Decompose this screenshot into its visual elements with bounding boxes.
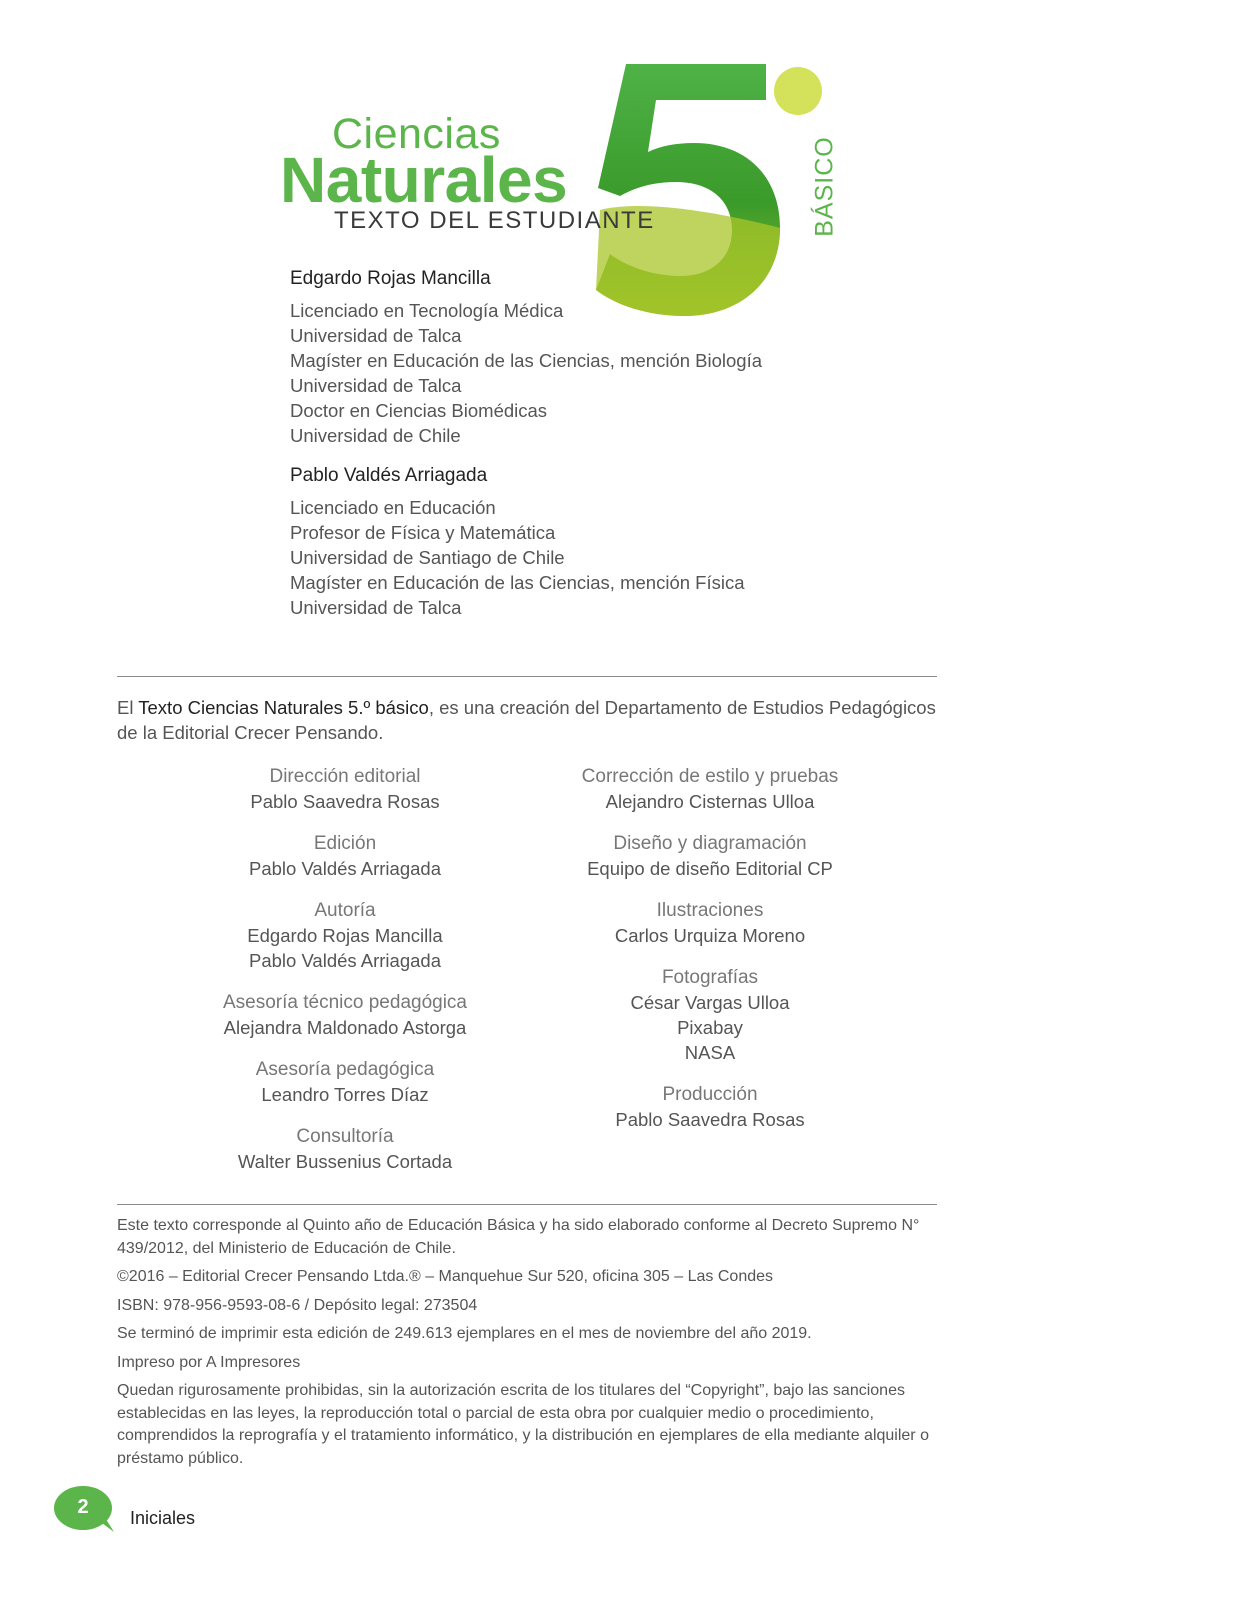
legal-line: Este texto corresponde al Quinto año de Educación Básica y ha sido elaborado conforme al Decreto Supremo N° 439/2012, del Ministerio de Educación de Chile.	[117, 1217, 920, 1257]
credit-name: Equipo de diseño Editorial CP	[587, 858, 833, 879]
author-credential: Universidad de Talca	[290, 597, 462, 618]
level-basico: BÁSICO	[810, 136, 839, 237]
author-credential: Licenciado en Tecnología Médica	[290, 300, 564, 321]
credit-name: Pablo Valdés Arriagada	[249, 950, 441, 971]
credit-role: Consultoría	[296, 1126, 394, 1147]
legal-line: ©2016 – Editorial Crecer Pensando Ltda.® – Manquehue Sur 520, oficina 305 – Las Condes	[117, 1268, 774, 1285]
legal-notice	[117, 1215, 937, 1476]
title-line-ciencias: Ciencias	[332, 110, 501, 158]
author-entry	[290, 464, 890, 620]
credit-name: César Vargas Ulloa	[630, 992, 790, 1013]
credit-role: Fotografías	[661, 967, 759, 988]
credit-name: Alejandra Maldonado Astorga	[223, 1017, 467, 1038]
author-name: Pablo Valdés Arriagada	[290, 465, 488, 486]
author-entry	[290, 267, 890, 448]
author-credential: Universidad de Santiago de Chile	[290, 547, 565, 568]
title-line-naturales: Naturales	[280, 144, 568, 216]
author-credential: Profesor de Física y Matemática	[290, 522, 556, 543]
credit-name: Pablo Valdés Arriagada	[249, 858, 441, 879]
credit-role: Diseño y diagramación	[613, 833, 807, 854]
legal-line: Quedan rigurosamente prohibidas, sin la autorización escrita de los titulares del “Copyright”, bajo las sanciones establecidas en las leyes, la reproducción total o parcial de esta obra por cualquier medio o procedimiento, comprendidos la reprografía y el tratamiento informático, y la distribución en ejemplares de ella mediante alquiler o préstamo público.	[117, 1382, 929, 1467]
credit-entry	[200, 831, 490, 881]
credit-name: Pixabay	[677, 1017, 743, 1038]
section-label: Iniciales	[130, 1508, 196, 1528]
author-credential: Magíster en Educación de las Ciencias, mención Biología	[290, 350, 763, 371]
credit-entry	[560, 764, 860, 814]
author-credential: Magíster en Educación de las Ciencias, mención Física	[290, 572, 745, 593]
subtitle-texto-estudiante: TEXTO DEL ESTUDIANTE	[334, 207, 655, 234]
intro-paragraph	[117, 695, 947, 745]
legal-line: ISBN: 978-956-9593-08-6 / Depósito legal: 273504	[117, 1296, 478, 1314]
credit-entry	[200, 898, 490, 973]
credit-role: Dirección editorial	[269, 766, 421, 787]
credit-entry	[560, 965, 860, 1065]
credit-name: NASA	[684, 1042, 736, 1063]
credit-entry	[560, 1082, 860, 1132]
intro-pre: El	[117, 697, 139, 718]
credit-role: Corrección de estilo y pruebas	[581, 766, 839, 787]
book-title: Texto Ciencias Naturales 5.º básico	[138, 697, 429, 718]
credit-entry	[560, 831, 860, 881]
legal-line: Impreso por A Impresores	[117, 1353, 301, 1371]
credit-name: Alejandro Cisternas Ulloa	[605, 791, 815, 812]
credit-name: Pablo Saavedra Rosas	[250, 791, 440, 812]
credit-entry	[200, 990, 490, 1040]
author-credential: Universidad de Talca	[290, 325, 462, 346]
divider	[117, 1204, 937, 1205]
credit-name: Walter Bussenius Cortada	[237, 1151, 453, 1172]
credit-name: Pablo Saavedra Rosas	[615, 1109, 805, 1130]
credits-right-column	[560, 764, 860, 1149]
credit-role: Edición	[313, 833, 377, 854]
author-credential: Universidad de Talca	[290, 375, 462, 396]
credit-role: Ilustraciones	[656, 900, 764, 921]
credit-role: Autoría	[314, 900, 376, 921]
credit-name: Leandro Torres Díaz	[261, 1084, 429, 1105]
author-credential: Universidad de Chile	[290, 425, 461, 446]
credits-left-column	[200, 764, 490, 1191]
credit-role: Asesoría pedagógica	[255, 1059, 435, 1080]
author-credential: Doctor en Ciencias Biomédicas	[290, 400, 548, 421]
authors-block	[290, 267, 890, 636]
page-number: 2	[77, 1496, 89, 1518]
divider	[117, 676, 937, 677]
credit-role: Producción	[662, 1084, 758, 1105]
credit-entry	[200, 1057, 490, 1107]
legal-line: Se terminó de imprimir esta edición de 249.613 ejemplares en el mes de noviembre del año 2019.	[117, 1325, 812, 1342]
author-credential: Licenciado en Educación	[290, 497, 496, 518]
credit-role: Asesoría técnico pedagógica	[223, 992, 467, 1013]
credit-name: Edgardo Rojas Mancilla	[247, 925, 443, 946]
credit-entry	[200, 1124, 490, 1174]
credit-name: Carlos Urquiza Moreno	[614, 925, 806, 946]
author-name: Edgardo Rojas Mancilla	[290, 268, 491, 289]
credit-entry	[560, 898, 860, 948]
intro-post: , es una creación del Departamento de Estudios Pedagógicos de la Editorial Crecer Pensando.	[117, 697, 936, 743]
credit-entry	[200, 764, 490, 814]
